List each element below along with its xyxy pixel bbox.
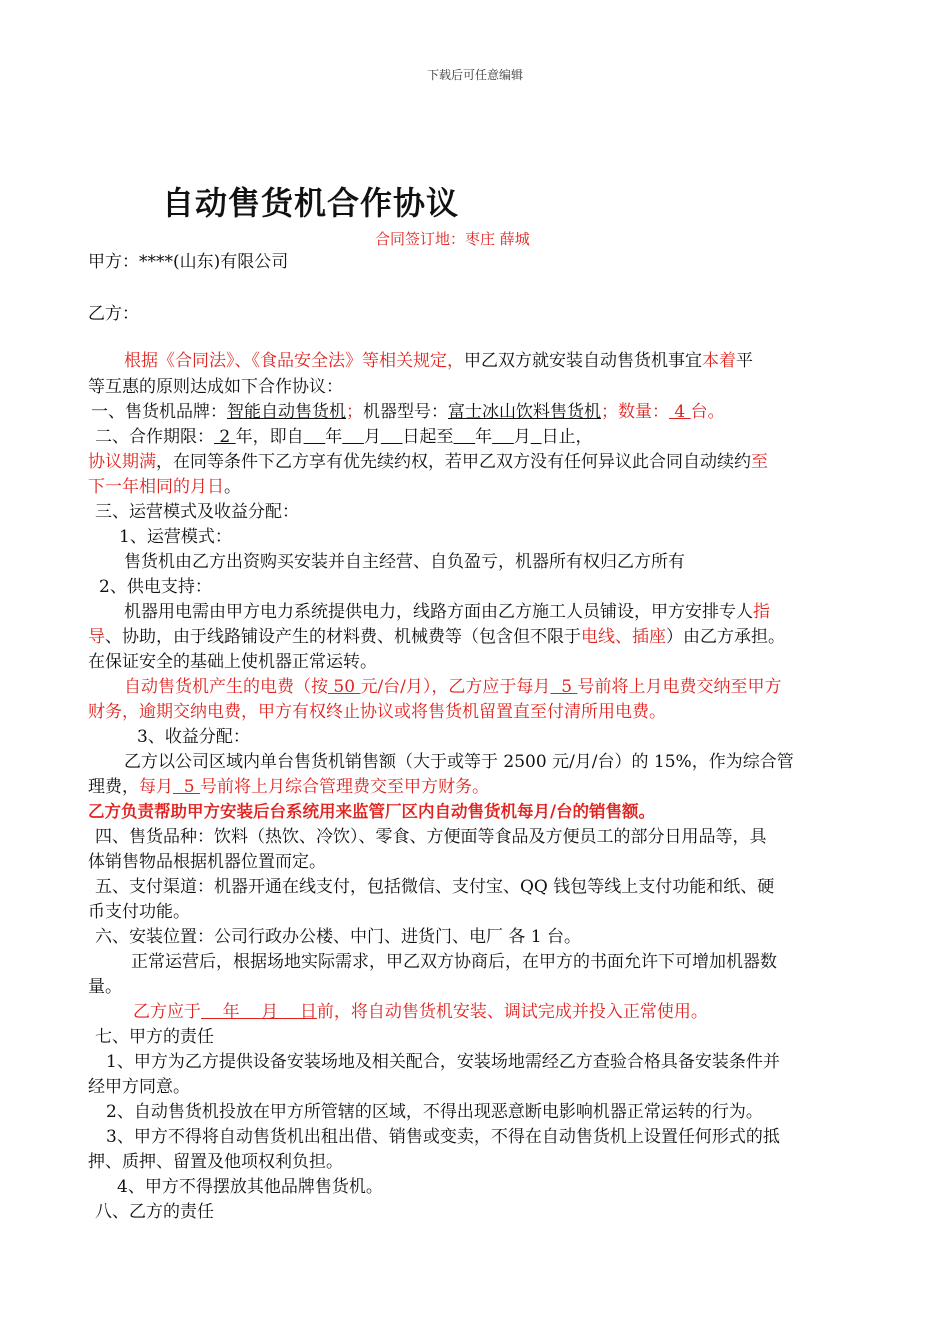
clause-3-2-text-line2: 导、协助，由于线路铺设产生的材料费、机械费等（包含但不限于电线、插座）由乙方承担。 (88, 627, 785, 647)
clause-8-heading: 八、乙方的责任 (95, 1202, 214, 1222)
electricity-fee-line1: 自动售货机产生的电费（按 50 元/台/月），乙方应于每月 5 号前将上月电费交纳至甲方 (124, 677, 782, 697)
clause-6-line3: 量。 (88, 977, 122, 997)
clause-2-renewal-line2: 下一年相同的月日。 (88, 477, 241, 497)
clause-7-3-line1: 3、甲方不得将自动售货机出租出借、销售或变卖，不得在自动售货机上设置任何形式的抵 (106, 1127, 780, 1147)
sign-place: 合同签订地：枣庄 薛城 (375, 230, 530, 248)
header-note: 下载后可任意编辑 (426, 68, 523, 82)
clause-3-2-heading: 2、供电支持： (99, 577, 212, 597)
install-deadline: 乙方应于 年 月 日前，将自动售货机安装、调试完成并投入正常使用。 (133, 1002, 708, 1022)
clause-3-3-heading: 3、收益分配： (137, 727, 250, 747)
clause-1-brand: 一、售货机品牌：智能自动售货机；机器型号：富士冰山饮料售货机；数量： 4 台。 (91, 402, 725, 422)
clause-5-line2: 币支付功能。 (88, 902, 190, 922)
sales-monitoring-note: 乙方负责帮助甲方安装后台系统用来监管厂区内自动售货机每月/台的销售额。 (88, 802, 656, 821)
clause-3-2-text-line3: 在保证安全的基础上使机器正常运转。 (88, 652, 377, 672)
clause-6-line2: 正常运营后，根据场地实际需求，甲乙双方协商后，在甲方的书面允许下可增加机器数 (131, 952, 777, 972)
clause-6-line1: 六、安装位置：公司行政办公楼、中门、进货门、电厂 各 1 台。 (95, 927, 582, 947)
para-intro-line2: 等互惠的原则达成如下合作协议： (88, 377, 343, 397)
document-title: 自动售货机合作协议 (162, 184, 460, 222)
clause-3-1-text: 售货机由乙方出资购买安装并自主经营、自负盈亏，机器所有权归乙方所有 (124, 552, 685, 572)
clause-3-3-text-line2: 理费，每月 5 号前将上月综合管理费交至甲方财务。 (88, 777, 490, 797)
clause-3-heading: 三、运营模式及收益分配： (95, 502, 299, 522)
clause-3-3-text-line1: 乙方以公司区域内单台售货机销售额（大于或等于 2500 元/月/台）的 15%，作为综合管 (124, 752, 794, 772)
clause-7-heading: 七、甲方的责任 (95, 1027, 214, 1047)
party-b: 乙方： (88, 304, 139, 324)
party-a: 甲方：****(山东)有限公司 (88, 252, 289, 272)
clause-4-line1: 四、售货品种：饮料（热饮、冷饮）、零食、方便面等食品及方便员工的部分日用品等，具 (95, 827, 767, 847)
clause-2-renewal-line1: 协议期满，在同等条件下乙方享有优先续约权，若甲乙双方没有任何异议此合同自动续约至 (88, 452, 768, 472)
clause-7-3-line2: 押、质押、留置及他项权利负担。 (88, 1152, 343, 1172)
para-intro-line1: 根据《合同法》、《食品安全法》等相关规定，甲乙双方就安装自动售货机事宜本着平 (124, 351, 753, 371)
clause-7-2: 2、自动售货机投放在甲方所管辖的区域，不得出现恶意断电影响机器正常运转的行为。 (106, 1102, 763, 1122)
clause-3-1-heading: 1、运营模式： (119, 527, 232, 547)
clause-7-1-line2: 经甲方同意。 (88, 1077, 190, 1097)
clause-2-term: 二、合作期限： 2 年，即自 年 月 日起至 年 月 日止， (95, 427, 593, 447)
electricity-fee-line2: 财务，逾期交纳电费，甲方有权终止协议或将售货机留置直至付清所用电费。 (88, 702, 666, 722)
clause-7-1-line1: 1、甲方为乙方提供设备安装场地及相关配合，安装场地需经乙方查验合格具备安装条件并 (106, 1052, 780, 1072)
clause-5-line1: 五、支付渠道：机器开通在线支付，包括微信、支付宝、QQ 钱包等线上支付功能和纸、硬 (95, 877, 775, 897)
clause-7-4: 4、甲方不得摆放其他品牌售货机。 (117, 1177, 383, 1197)
clause-3-2-text-line1: 机器用电需由甲方电力系统提供电力，线路方面由乙方施工人员铺设，甲方安排专人指 (124, 602, 770, 622)
clause-4-line2: 体销售物品根据机器位置而定。 (88, 852, 326, 872)
